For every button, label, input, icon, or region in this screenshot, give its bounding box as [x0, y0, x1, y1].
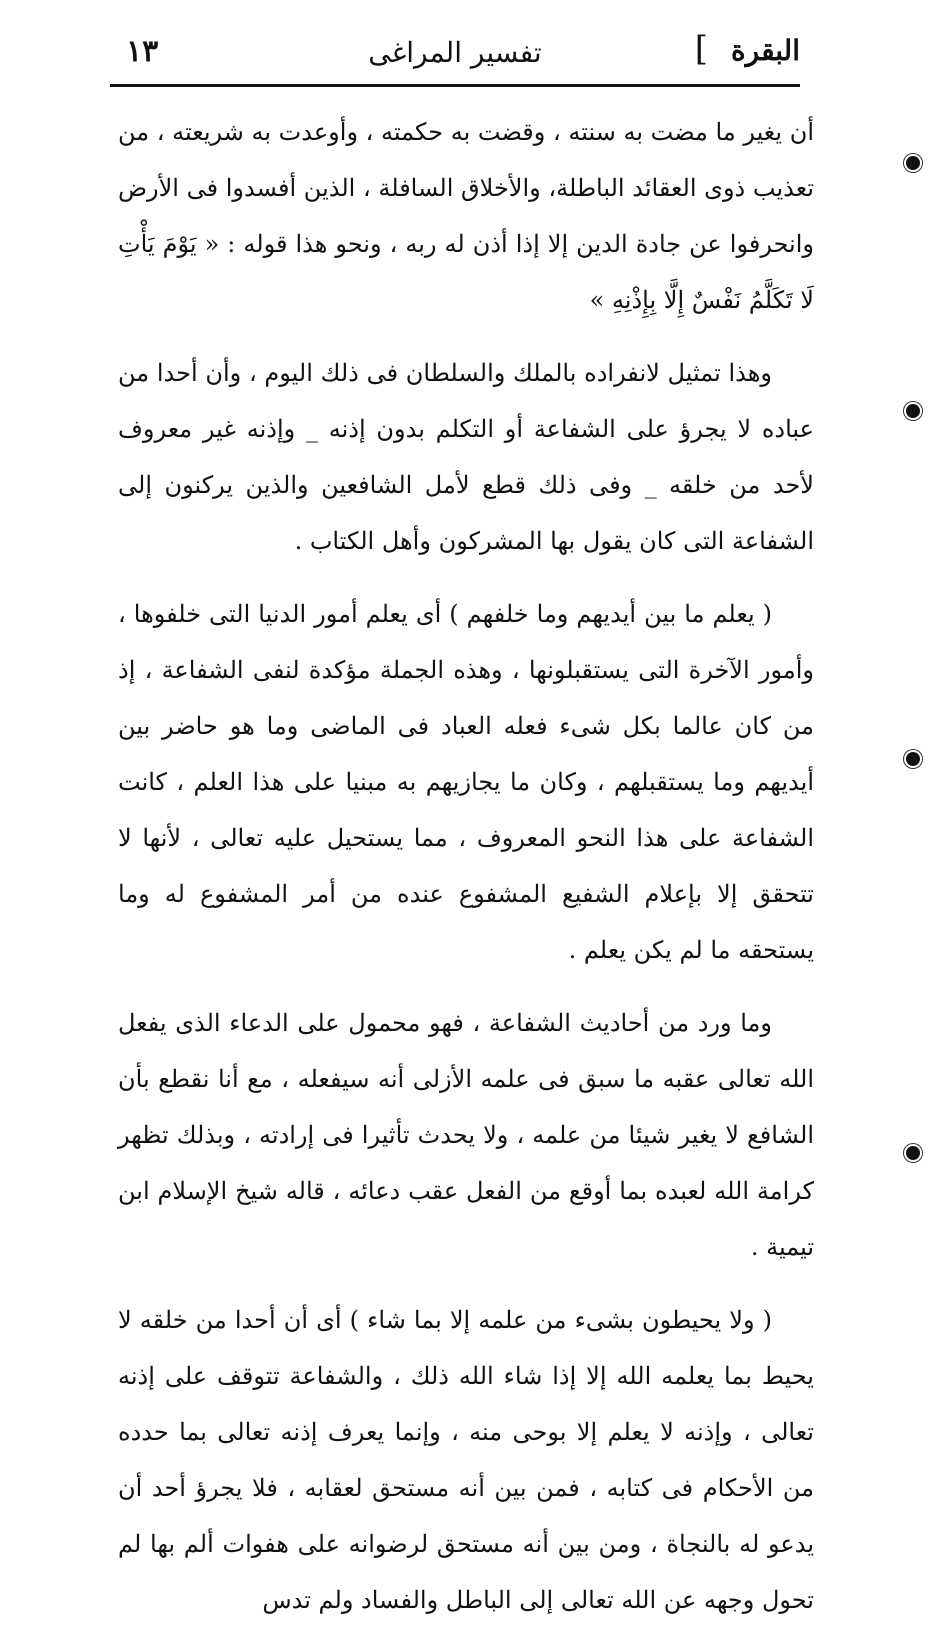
paragraph: وما ورد من أحاديث الشفاعة ، فهو محمول على الدعاء الذى يفعل الله تعالى عقبه ما سبق فى علمه الأزلى أنه سيفعله ، مع أنا نقطع بأن الشافع لا يغير شيئا من علمه ، ولا يحدث تأثيرا فى إرادته ، وبذلك تظهر كرامة الله لعبده بما أوقع من الفعل عقب دعائه ، قاله شيخ الإسلام ابن تيمية . [118, 1009, 814, 1261]
paragraph: ( ولا يحيطون بشىء من علمه إلا بما شاء ) أى أن أحدا من خلقه لا يحيط بما يعلمه الله إلا إذا شاء الله ذلك ، والشفاعة تتوقف على إذنه تعالى ، وإذنه لا يعلم إلا بوحى منه ، وإنما يعرف إذنه تعالى بما حدده من الأحكام فى كتابه ، فمن بين أنه مستحق لعقابه ، فلا يجرؤ أحد أن يدعو له بالنجاة ، ومن بين أنه مستحق لرضوانه على هفوات ألم بها لم تحول وجهه عن الله تعالى إلى الباطل والفساد ولم تدس [118, 1306, 814, 1614]
binding-hole-mark [906, 1146, 920, 1160]
page-body [118, 104, 814, 1645]
paragraph: أن يغير ما مضت به سنته ، وقضت به حكمته ، وأوعدت به شريعته ، من تعذيب ذوى العقائد الباطلة، والأخلاق السافلة ، الذين أفسدوا فى الأرض وانحرفوا عن جادة الدين إلا إذا أذن له ربه ، ونحو هذا قوله : « يَوْمَ يَأْتِ لَا تَكَلَّمُ نَفْسٌ إِلَّا بِإِذْنِهِ » [118, 118, 814, 314]
binding-hole-mark [906, 752, 920, 766]
paragraph: وهذا تمثيل لانفراده بالملك والسلطان فى ذلك اليوم ، وأن أحدا من عباده لا يجرؤ على الشفاعة أو التكلم بدون إذنه _ وإذنه غير معروف لأحد من خلقه _ وفى ذلك قطع لأمل الشافعين والذين يركنون إلى الشفاعة التى كان يقول بها المشركون وأهل الكتاب . [118, 359, 814, 555]
page-header [110, 28, 800, 78]
paragraph: ( يعلم ما بين أيديهم وما خلفهم ) أى يعلم أمور الدنيا التى خلفوها ، وأمور الآخرة التى يستقبلونها ، وهذه الجملة مؤكدة لنفى الشفاعة ، إذ من كان عالما بكل شىء فعله العباد فى الماضى وما هو حاضر بين أيديهم وما يستقبلهم ، وكان ما يجازيهم به مبنيا على هذا العلم ، كانت الشفاعة على هذا النحو المعروف ، مما يستحيل عليه تعالى ، لأنها لا تتحقق إلا بإعلام الشفيع المشفوع عنده من أمر المشفوع له وما يستحقه ما لم يكن يعلم . [118, 600, 815, 964]
binding-hole-mark [906, 156, 920, 170]
surah-name: البقرة [730, 34, 800, 67]
page-number: ١٣ [126, 34, 159, 69]
binding-hole-mark [906, 404, 920, 418]
header-bracket: ] [694, 29, 708, 69]
book-title: تفسير المراغى [368, 36, 542, 69]
header-rule [110, 84, 800, 87]
